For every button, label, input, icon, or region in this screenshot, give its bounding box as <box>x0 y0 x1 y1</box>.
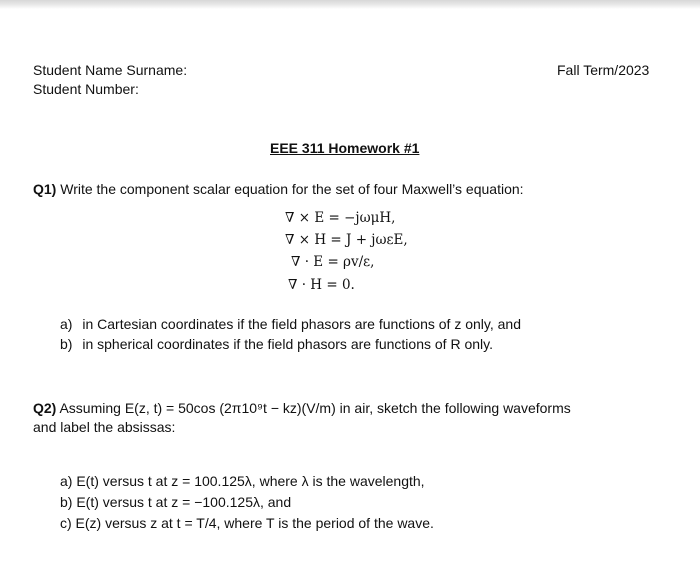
q2-part-a: a) E(t) versus t at z = 100.125λ, where λ is the wavelength, <box>60 473 425 489</box>
q1-part-a-label: a) <box>60 316 73 332</box>
top-scroll-edge <box>0 0 700 9</box>
student-number-label: Student Number: <box>33 81 139 97</box>
q1-question <box>33 181 524 197</box>
term-label: Fall Term/2023 <box>557 62 650 78</box>
q2-part-b: b) E(t) versus t at z = −100.125λ, and <box>60 494 292 510</box>
maxwell-equation-2: ∇ × H = J + jωεE, <box>285 232 408 248</box>
q2-question <box>33 400 571 416</box>
maxwell-equation-1: ∇ × E = −jωμH, <box>285 210 396 226</box>
maxwell-equation-4: ∇ · H = 0. <box>288 277 355 293</box>
q1-part-a-text: in Cartesian coordinates if the field phasors are functions of z only, and <box>82 316 521 332</box>
q2-prompt-line1: Assuming E(z, t) = 50cos (2π10⁹t − kz)(V/m) in air, sketch the following waveforms <box>59 400 571 416</box>
q1-part-a <box>60 316 521 332</box>
q2-part-c: c) E(z) versus z at t = T/4, where T is the period of the wave. <box>60 515 434 531</box>
q2-prompt-line2: and label the absissas: <box>33 419 176 435</box>
q1-number: Q1) <box>33 181 57 197</box>
page-title: EEE 311 Homework #1 <box>270 140 420 156</box>
q2-number: Q2) <box>33 400 57 416</box>
q1-part-b-label: b) <box>60 336 73 352</box>
q1-part-b <box>60 336 493 352</box>
q1-prompt: Write the component scalar equation for the set of four Maxwell’s equation: <box>60 181 524 197</box>
q1-part-b-text: in spherical coordinates if the field phasors are functions of R only. <box>82 336 493 352</box>
student-name-label: Student Name Surname: <box>33 62 188 78</box>
maxwell-equation-3: ∇ · E = ρv/ε, <box>291 254 375 270</box>
